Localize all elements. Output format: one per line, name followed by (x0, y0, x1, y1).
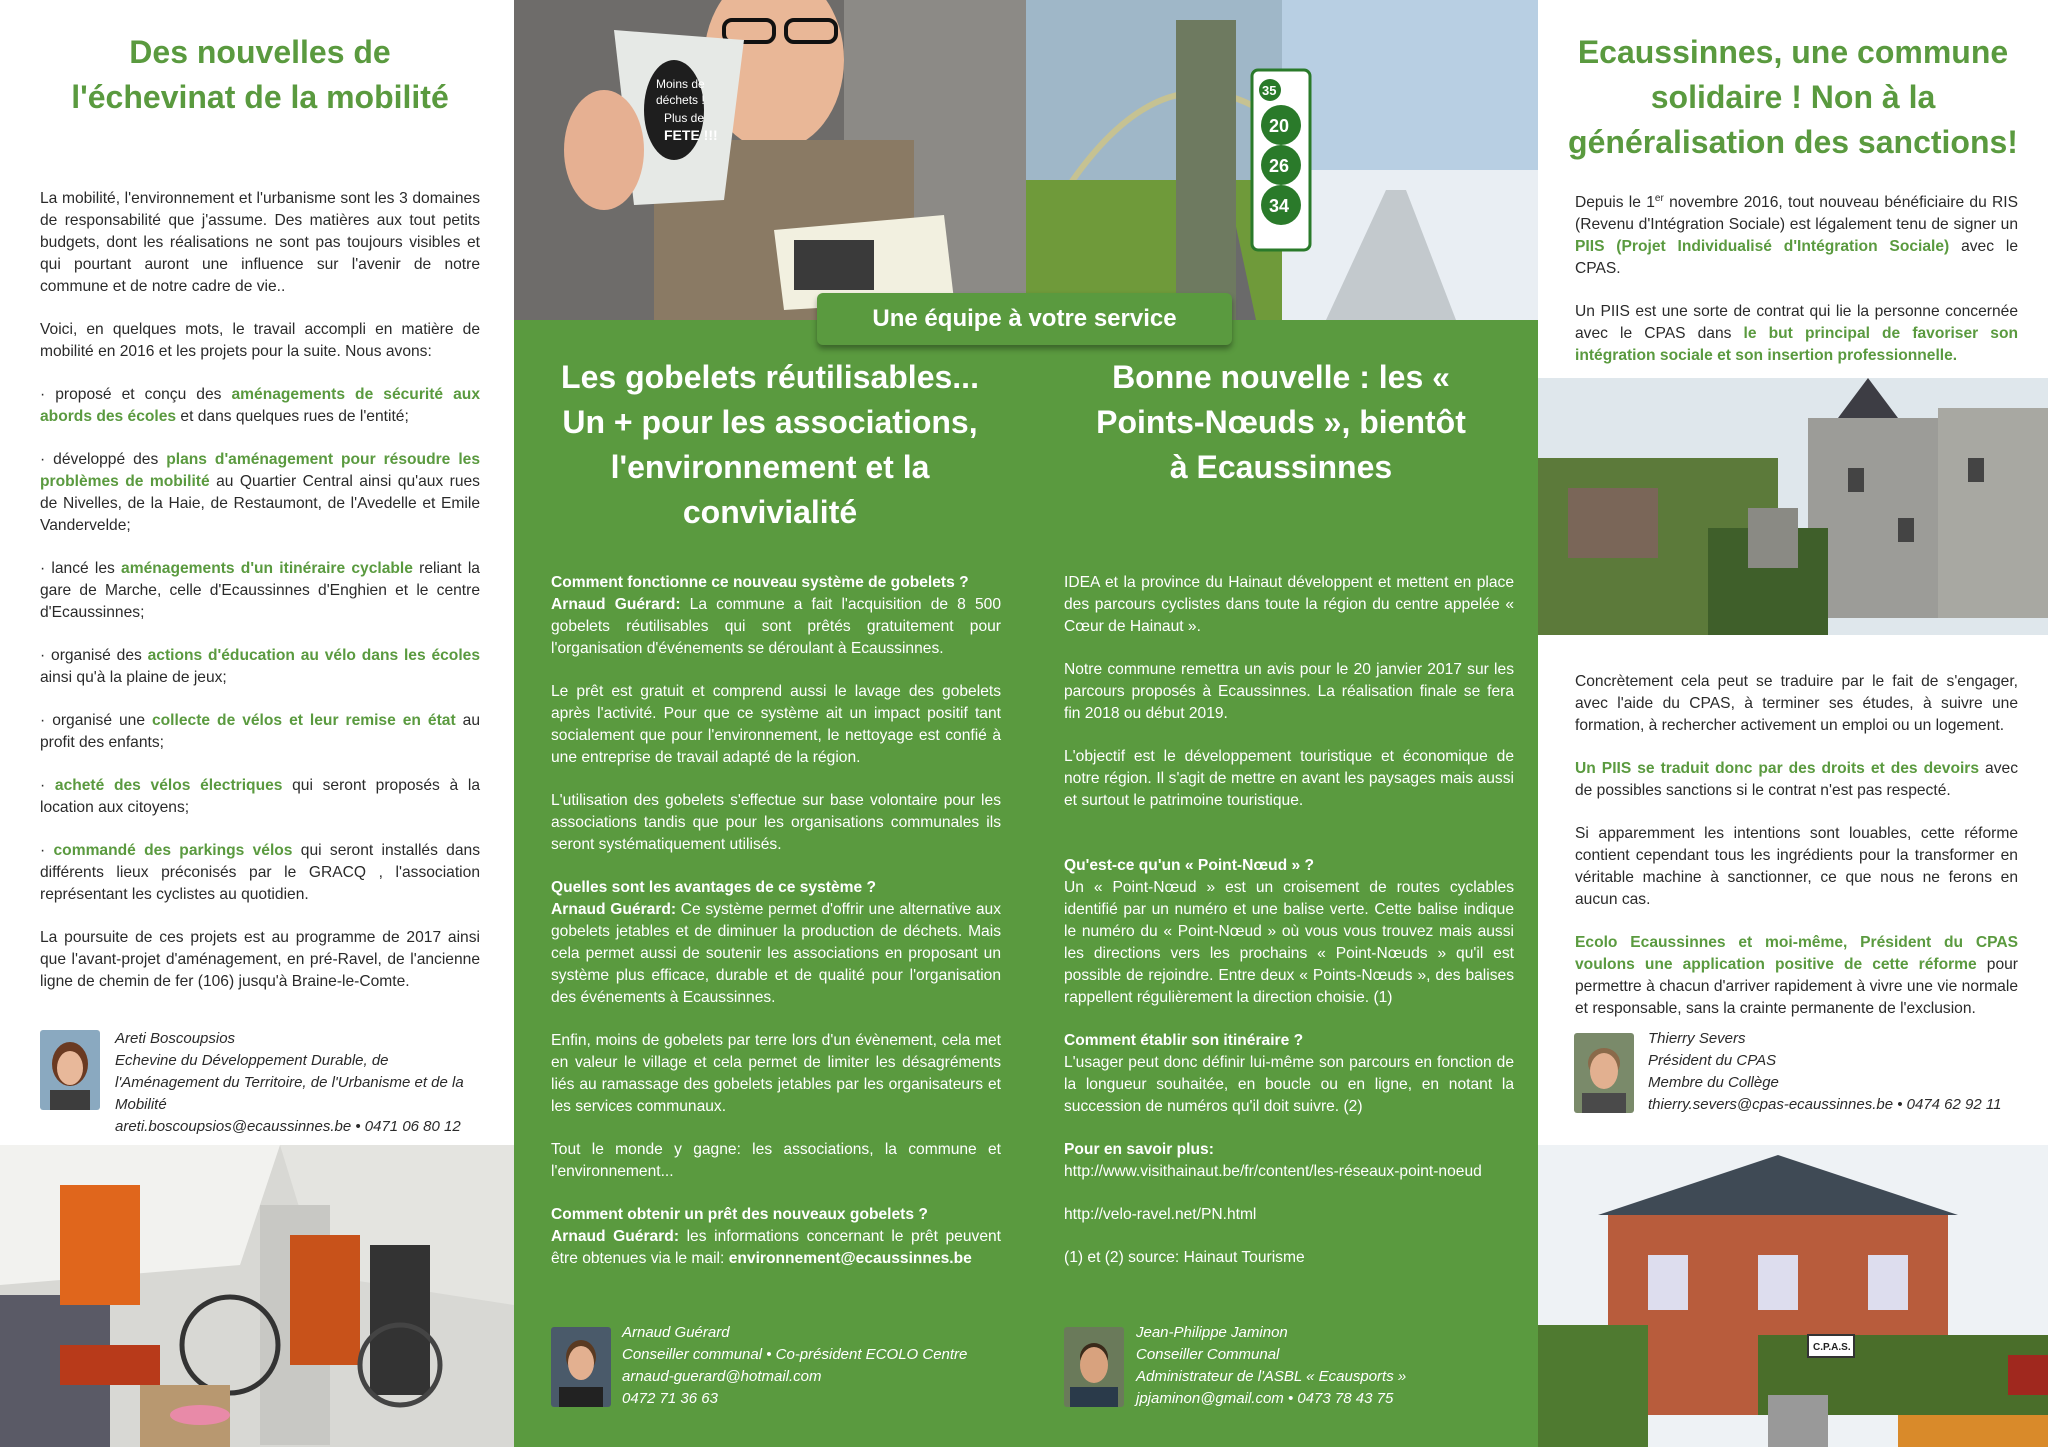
points-question-3: Pour en savoir plus: (1064, 1141, 1214, 1158)
arnaud-portrait (551, 1327, 611, 1407)
thierry-name: Thierry Severs (1648, 1030, 1746, 1047)
cpas-para-3: Concrètement cela peut se traduire par le fait de s'engager, avec l'aide du CPAS, à terminer ses études, à suivre une formation, à rechercher activement un emploi ou un logement. (1575, 673, 2018, 734)
item-text: au Quartier Central ainsi qu'aux rues de Nivelles, de la Haie, de Restaumont, de l'Avedelle et Emile Vandervelde; (40, 473, 480, 534)
cpas-para-5: Si apparemment les intentions sont louables, cette réforme contient cependant tous les ingrédients pour la transformer en véritable machine à sanctionner, ce que nous ne ferons en aucun cas. (1575, 825, 2018, 908)
gobelets-question-2: Quelles sont les avantages de ce système ? (551, 879, 877, 896)
item-text: au profit des enfants; (40, 712, 480, 751)
sign-top-number: 35 (1262, 83, 1277, 98)
gobelets-para-6: Tout le monde y gagne: les associations, la commune et l'environnement... (551, 1141, 1001, 1180)
areti-role: Echevine du Développement Durable, de l'Aménagement du Territoire, de l'Urbanisme et de la Mobilité (115, 1052, 464, 1113)
gobelets-body (551, 572, 1001, 1291)
points-question-1: Qu'est-ce qu'un « Point-Nœud » ? (1064, 857, 1314, 874)
mobility-action-item (40, 384, 480, 428)
points-noeuds-column (1026, 0, 1538, 1447)
item-highlight: plans d'aménagement pour résoudre les problèmes de mobilité (40, 451, 480, 490)
item-text: lancé les (51, 560, 122, 577)
piis-highlight: PIIS (Projet Individualisé d'Intégration Sociale) (1575, 238, 1950, 256)
item-highlight: acheté des vélos électriques (54, 777, 283, 794)
item-highlight: collecte de vélos et leur remise en état (151, 712, 456, 729)
item-text: reliant la gare de Marche, celle d'Ecaussinnes d'Enghien et le centre d'Ecaussinnes; (40, 560, 480, 621)
item-highlight: aménagements d'un itinéraire cyclable (121, 560, 413, 577)
gobelets-column (514, 0, 1026, 1447)
gobelets-answer-1 (551, 594, 1001, 660)
arnaud-email[interactable]: arnaud-guerard@hotmail.com (622, 1368, 822, 1385)
item-text: qui seront proposés à la location aux citoyens; (40, 777, 480, 816)
velo-ravel-link[interactable]: http://velo-ravel.net/PN.html (1064, 1206, 1257, 1223)
item-highlight: commandé des parkings vélos (53, 842, 293, 859)
cpas-title: Ecaussinnes, une commune solidaire ! Non à la généralisation des sanctions! (1568, 34, 2018, 160)
rights-duties-highlight: Un PIIS se traduit donc par des droits et des devoirs (1575, 760, 1980, 777)
points-body (1064, 572, 1514, 1290)
mobility-column (0, 0, 514, 1447)
bike-path-photo (1026, 0, 1538, 320)
cpas-para-2 (1575, 301, 2018, 367)
gobelets-para-2: Le prêt est gratuit et comprend aussi le lavage des gobelets après l'activité. Pour que ce système ait un impact positif tant socialement que pour l'environnement, le nettoyage est confié à une entreprise de travail adapté de la région. (551, 683, 1001, 766)
speaker-label: Arnaud Guérard: (551, 596, 681, 613)
mobility-action-item (40, 558, 480, 624)
p2-start: Un PIIS est une sorte de contrat qui lie la personne concernée avec le CPAS dans (1575, 303, 2018, 343)
cpas-para-4 (1575, 758, 2018, 802)
points-question-2: Comment établir son itinéraire ? (1064, 1032, 1304, 1049)
arnaud-signature (622, 1322, 1017, 1410)
reusable-cup-photo (514, 0, 1026, 320)
mobility-intro-2: Voici, en quelques mots, le travail accompli en matière de mobilité en 2016 et les projets pour la suite. Nous avons: (40, 321, 480, 360)
answer-2-text: Ce système permet d'offrir une alternative aux gobelets jetables et de diminuer la production de déchets. Mais cela permet aussi de soutenir les associations en proposant un système plus efficace, durable et de qualité pour l'organisation des événements à Ecaussinnes. (551, 901, 1002, 1006)
cpas-para-1 (1575, 188, 2018, 280)
cpas-body-bottom (1575, 671, 2018, 1041)
areti-portrait (40, 1030, 100, 1110)
item-text: proposé et conçu des (55, 386, 232, 403)
sign-number-2: 26 (1269, 156, 1290, 176)
gobelets-para-3: L'utilisation des gobelets s'effectue sur base volontaire pour les associations tandis que pour les organisations communales ils seront systématiquement utilisés. (551, 792, 1001, 853)
cup-text-4: FETE !!! (664, 127, 718, 143)
cpas-sign-text: C.P.A.S. (1813, 1342, 1851, 1353)
jean-philippe-name: Jean-Philippe Jaminon (1136, 1324, 1288, 1341)
p4-end: avec de possibles sanctions si le contrat n'est pas respecté. (1575, 760, 2018, 799)
areti-name: Areti Boscoupsios (115, 1030, 236, 1047)
mobility-outro: La poursuite de ces projets est au programme de 2017 ainsi que l'avant-projet d'aménagement, en pré-Ravel, de l'ancienne ligne de chemin de fer (106) jusqu'à Braine-le-Comte. (40, 929, 480, 990)
mobility-intro-1: La mobilité, l'environnement et l'urbanisme sont les 3 domaines de responsabilité que j'assume. Des matières aux tout petits budgets, dont les réalisations ne sont pas toujours visibles et qui pourtant auront une influence sur l'avenir de notre commune et de notre cadre de vie.. (40, 190, 480, 295)
item-text: développé des (53, 451, 167, 468)
answer-3-text: les informations concernant le prêt peuvent être obtenues via le mail: (551, 1228, 1001, 1267)
mobility-action-item (40, 840, 480, 906)
mobility-action-item (40, 449, 480, 537)
cup-text-1: Moins de (656, 77, 705, 91)
cup-text-3: Plus de (664, 111, 705, 125)
gobelets-answer-2 (551, 899, 1001, 1009)
points-source: (1) et (2) source: Hainaut Tourisme (1064, 1249, 1305, 1266)
speaker-label: Arnaud Guérard: (551, 901, 677, 918)
visithainaut-link[interactable]: http://www.visithainaut.be/fr/content/les-réseaux-point-noeud (1064, 1163, 1482, 1180)
team-banner: Une équipe à votre service (817, 293, 1232, 345)
areti-contact: areti.boscoupsios@ecaussinnes.be • 0471 06 80 12 (115, 1118, 461, 1135)
thierry-contact: thierry.severs@cpas-ecaussinnes.be • 0474 62 92 11 (1648, 1096, 2002, 1113)
item-text: organisé des (51, 647, 148, 664)
item-text: ainsi qu'à la plaine de jeux; (40, 669, 227, 686)
thierry-role: Président du CPAS (1648, 1052, 1777, 1069)
sign-number-3: 34 (1269, 196, 1290, 216)
p1-start: Depuis le 1 (1575, 194, 1655, 212)
gobelets-question-1: Comment fonctionne ce nouveau système de gobelets ? (551, 574, 969, 591)
environment-email-link[interactable]: environnement@ecaussinnes.be (728, 1250, 972, 1267)
jean-philippe-portrait (1064, 1327, 1124, 1407)
areti-signature (115, 1028, 485, 1138)
ecolo-highlight: Ecolo Ecaussinnes et moi-même, Président du CPAS voulons une application positive de cette réforme (1575, 934, 2018, 973)
item-text: organisé une (52, 712, 152, 729)
thierry-signature (1648, 1028, 2043, 1116)
thierry-role-2: Membre du Collège (1648, 1074, 1779, 1091)
mobility-action-item (40, 710, 480, 754)
mobility-action-item (40, 775, 480, 819)
points-title: Bonne nouvelle : les « Points-Nœuds », bientôt à Ecaussinnes (1096, 359, 1466, 485)
cpas-body-top (1575, 188, 2018, 388)
p1-end: avec le CPAS. (1575, 238, 2018, 278)
mobility-body (40, 188, 480, 1014)
points-para-1: IDEA et la province du Hainaut développent et mettent en place des parcours cyclistes dans toute la région du centre appelée « Cœur de Hainaut ». (1064, 574, 1514, 635)
cup-text-2: déchets ! (656, 93, 705, 107)
point-noeud-sign (1252, 70, 1310, 250)
p6-end: pour permettre à chacun d'arriver rapidement à vivre une vie normale et responsable, sans la crainte permanente de l'exclusion. (1575, 956, 2018, 1017)
cpas-building-photo (1538, 1145, 2048, 1447)
points-para-2: Notre commune remettra un avis pour le 20 janvier 2017 sur les parcours proposés à Ecaussinnes. La réalisation finale se fera fin 2018 ou début 2019. (1064, 661, 1514, 722)
gobelets-title: Les gobelets réutilisables... Un + pour les associations, l'environnement et la convivialité (561, 359, 979, 530)
cpas-para-6 (1575, 932, 2018, 1020)
sign-number-1: 20 (1269, 116, 1290, 136)
item-highlight: aménagements de sécurité aux abords des écoles (40, 386, 480, 425)
p1-mid: novembre 2016, tout nouveau bénéficiaire du RIS (Revenu d'Intégration Sociale) est légalement tenu de signer un (1575, 194, 2019, 234)
speaker-label: Arnaud Guérard: (551, 1228, 680, 1245)
points-answer-2: L'usager peut donc définir lui-même son parcours en fonction de la longueur souhaitée, en boucle ou en ligne, en notant la succession de numéros qu'il doit suivre. (2) (1064, 1054, 1514, 1115)
answer-1-text: La commune a fait l'acquisition de 8 500 gobelets réutilisables qui sont prêtés gratuitement pour l'organisation d'événements se déroulant à Ecaussinnes. (551, 596, 1001, 657)
points-answer-1: Un « Point-Nœud » est un croisement de routes cyclables identifié par un numéro et une balise verte. Cette balise indique le numéro du « Point-Nœud » où vous vous trouvez mais aussi les directions vers les prochains « Point-Nœuds » qu'il est possible de rejoindre. Entre deux « Points-Nœuds », des balises rappellent régulièrement la direction choisie. (1) (1064, 879, 1514, 1006)
jean-philippe-role-2: Administrateur de l'ASBL « Ecausports » (1136, 1368, 1407, 1385)
item-text: et dans quelques rues de l'entité; (176, 408, 409, 425)
cpas-column (1538, 0, 2048, 1447)
points-para-3: L'objectif est le développement touristique et économique de notre région. Il s'agit de mettre en avant les paysages mais aussi et surtout le patrimoine touristique. (1064, 748, 1514, 809)
item-text: qui seront installés dans différents lieux préconisés par le GRACQ , l'association représentant les cyclistes au quotidien. (40, 842, 480, 903)
integration-highlight: le but principal de favoriser son intégration sociale et son insertion professionnelle. (1575, 325, 2019, 365)
p1-sup: er (1654, 193, 1664, 204)
mobility-title: Des nouvelles de l'échevinat de la mobilité (71, 34, 449, 115)
gobelets-para-5: Enfin, moins de gobelets par terre lors d'un évènement, cela met en valeur le village et cela permet de limiter les désagréments liés au ramassage des gobelets jetables par les organisateurs et les services communaux. (551, 1032, 1001, 1115)
thierry-portrait (1574, 1033, 1634, 1113)
arnaud-phone: 0472 71 36 63 (622, 1390, 718, 1407)
jean-philippe-signature (1136, 1322, 1531, 1410)
jean-philippe-role: Conseiller Communal (1136, 1346, 1280, 1363)
arnaud-role: Conseiller communal • Co-président ECOLO Centre (622, 1346, 968, 1363)
mobility-actions-list (40, 384, 480, 906)
gobelets-answer-3 (551, 1226, 1001, 1270)
bike-repair-photo (0, 1145, 514, 1447)
jean-philippe-contact: jpjaminon@gmail.com • 0473 78 43 75 (1136, 1390, 1394, 1407)
item-highlight: actions d'éducation au vélo dans les écoles (147, 647, 480, 664)
mobility-action-item (40, 645, 480, 689)
castle-photo (1538, 378, 2048, 635)
gobelets-question-3: Comment obtenir un prêt des nouveaux gobelets ? (551, 1206, 928, 1223)
arnaud-name: Arnaud Guérard (622, 1324, 730, 1341)
